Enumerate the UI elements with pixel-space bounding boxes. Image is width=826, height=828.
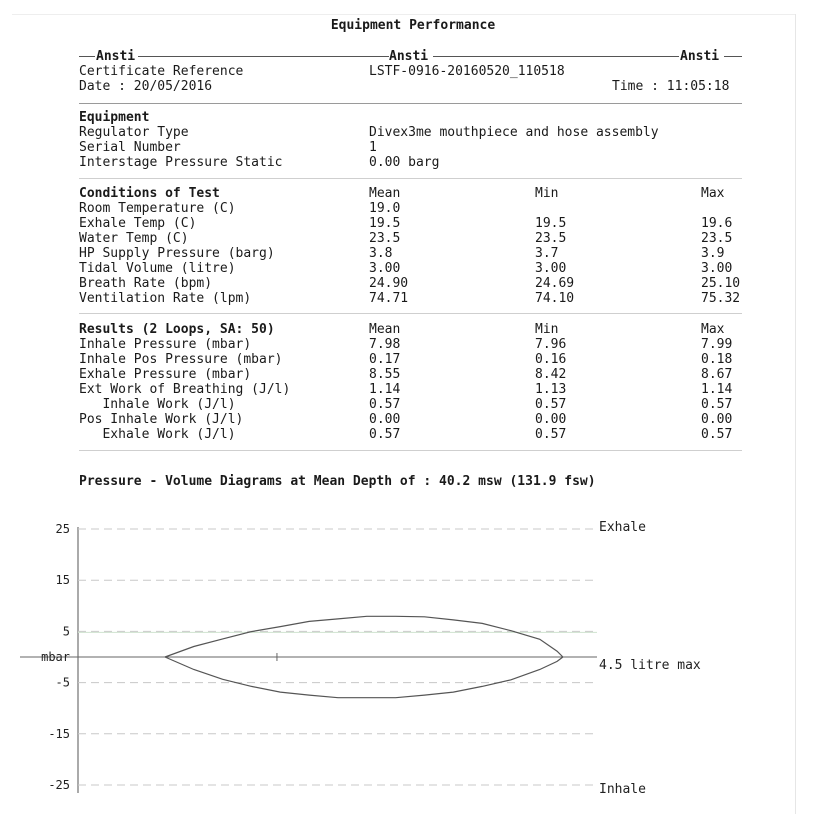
col-max: Max xyxy=(701,322,725,337)
y-tick-label: 15 xyxy=(55,573,70,588)
brand-right: Ansti xyxy=(680,49,720,64)
cert-label: Certificate Reference xyxy=(79,64,244,79)
results-label: Ext Work of Breathing (J/l) xyxy=(79,382,291,397)
conditions-mean: 19.5 xyxy=(369,216,401,231)
results-mean: 0.57 xyxy=(369,397,401,412)
results-label: Pos Inhale Work (J/l) xyxy=(79,412,244,427)
conditions-label: Ventilation Rate (lpm) xyxy=(79,291,252,306)
conditions-label: Breath Rate (bpm) xyxy=(79,276,213,291)
cert-value: LSTF-0916-20160520_110518 xyxy=(369,64,565,79)
conditions-min: 23.5 xyxy=(535,231,567,246)
col-mean: Mean xyxy=(369,322,401,337)
exhale-label: Exhale xyxy=(599,520,646,535)
y-tick-label: 5 xyxy=(62,624,70,639)
brand-rule xyxy=(433,56,679,57)
results-max: 7.99 xyxy=(701,337,733,352)
page-title: Equipment Performance xyxy=(330,18,496,33)
conditions-label: Water Temp (C) xyxy=(79,231,189,246)
results-label: Inhale Pos Pressure (mbar) xyxy=(79,352,283,367)
results-min: 8.42 xyxy=(535,367,567,382)
y-tick-label: -15 xyxy=(48,726,70,741)
results-label: Inhale Pressure (mbar) xyxy=(79,337,252,352)
conditions-max: 23.5 xyxy=(701,231,733,246)
results-mean: 7.98 xyxy=(369,337,401,352)
results-max: 0.18 xyxy=(701,352,733,367)
equipment-value: Divex3me mouthpiece and hose assembly xyxy=(369,125,659,140)
results-min: 0.16 xyxy=(535,352,567,367)
conditions-mean: 3.00 xyxy=(369,261,401,276)
page-top-border xyxy=(12,14,796,15)
time: Time : 11:05:18 xyxy=(612,79,730,94)
conditions-mean: 19.0 xyxy=(369,201,401,216)
divider xyxy=(79,103,742,104)
col-min: Min xyxy=(535,186,559,201)
divider xyxy=(79,313,742,314)
conditions-max: 3.9 xyxy=(701,246,725,261)
results-min: 0.57 xyxy=(535,427,567,442)
results-mean: 8.55 xyxy=(369,367,401,382)
conditions-mean: 24.90 xyxy=(369,276,409,291)
results-max: 0.00 xyxy=(701,412,733,427)
brand-center: Ansti xyxy=(389,49,429,64)
conditions-label: HP Supply Pressure (barg) xyxy=(79,246,275,261)
results-heading: Results (2 Loops, SA: 50) xyxy=(79,322,275,337)
y-tick-label: -25 xyxy=(48,778,70,792)
results-min: 7.96 xyxy=(535,337,567,352)
conditions-label: Tidal Volume (litre) xyxy=(79,261,236,276)
conditions-heading: Conditions of Test xyxy=(79,186,220,201)
col-min: Min xyxy=(535,322,559,337)
results-mean: 0.57 xyxy=(369,427,401,442)
col-mean: Mean xyxy=(369,186,401,201)
brand-rule xyxy=(138,56,389,57)
y-tick-label: -5 xyxy=(55,675,70,690)
pv-chart xyxy=(0,500,826,810)
conditions-label: Exhale Temp (C) xyxy=(79,216,197,231)
y-axis-label: mbar xyxy=(41,650,70,664)
results-min: 0.00 xyxy=(535,412,567,427)
inhale-curve xyxy=(165,657,563,698)
brand-rule xyxy=(79,56,95,57)
conditions-label: Room Temperature (C) xyxy=(79,201,236,216)
results-max: 0.57 xyxy=(701,427,733,442)
conditions-max: 19.6 xyxy=(701,216,733,231)
results-max: 1.14 xyxy=(701,382,733,397)
brand-left: Ansti xyxy=(96,49,136,64)
diagram-title: Pressure - Volume Diagrams at Mean Depth of : 40.2 msw (131.9 fsw) xyxy=(79,474,596,489)
conditions-min: 3.7 xyxy=(535,246,559,261)
results-max: 0.57 xyxy=(701,397,733,412)
conditions-min: 24.69 xyxy=(535,276,575,291)
results-min: 1.13 xyxy=(535,382,567,397)
results-mean: 0.17 xyxy=(369,352,401,367)
equipment-label: Regulator Type xyxy=(79,125,189,140)
equipment-label: Serial Number xyxy=(79,140,181,155)
equipment-label: Interstage Pressure Static xyxy=(79,155,283,170)
volume-max-label: 4.5 litre max xyxy=(599,658,701,673)
equipment-value: 0.00 barg xyxy=(369,155,440,170)
results-mean: 0.00 xyxy=(369,412,401,427)
equipment-value: 1 xyxy=(369,140,377,155)
results-label: Exhale Work (J/l) xyxy=(79,427,236,442)
conditions-mean: 74.71 xyxy=(369,291,409,306)
conditions-min: 3.00 xyxy=(535,261,567,276)
conditions-max: 25.10 xyxy=(701,276,741,291)
results-mean: 1.14 xyxy=(369,382,401,397)
results-label: Exhale Pressure (mbar) xyxy=(79,367,252,382)
exhale-curve xyxy=(165,616,563,657)
col-max: Max xyxy=(701,186,725,201)
results-min: 0.57 xyxy=(535,397,567,412)
conditions-max: 75.32 xyxy=(701,291,741,306)
conditions-min: 74.10 xyxy=(535,291,575,306)
conditions-mean: 23.5 xyxy=(369,231,401,246)
divider xyxy=(79,450,742,451)
equipment-heading: Equipment xyxy=(79,110,150,125)
results-max: 8.67 xyxy=(701,367,733,382)
date: Date : 20/05/2016 xyxy=(79,79,213,94)
brand-rule xyxy=(724,56,742,57)
divider xyxy=(79,178,742,179)
conditions-mean: 3.8 xyxy=(369,246,393,261)
y-tick-label: 25 xyxy=(55,522,70,536)
inhale-label: Inhale xyxy=(599,782,646,797)
conditions-max: 3.00 xyxy=(701,261,733,276)
conditions-min: 19.5 xyxy=(535,216,567,231)
results-label: Inhale Work (J/l) xyxy=(79,397,236,412)
